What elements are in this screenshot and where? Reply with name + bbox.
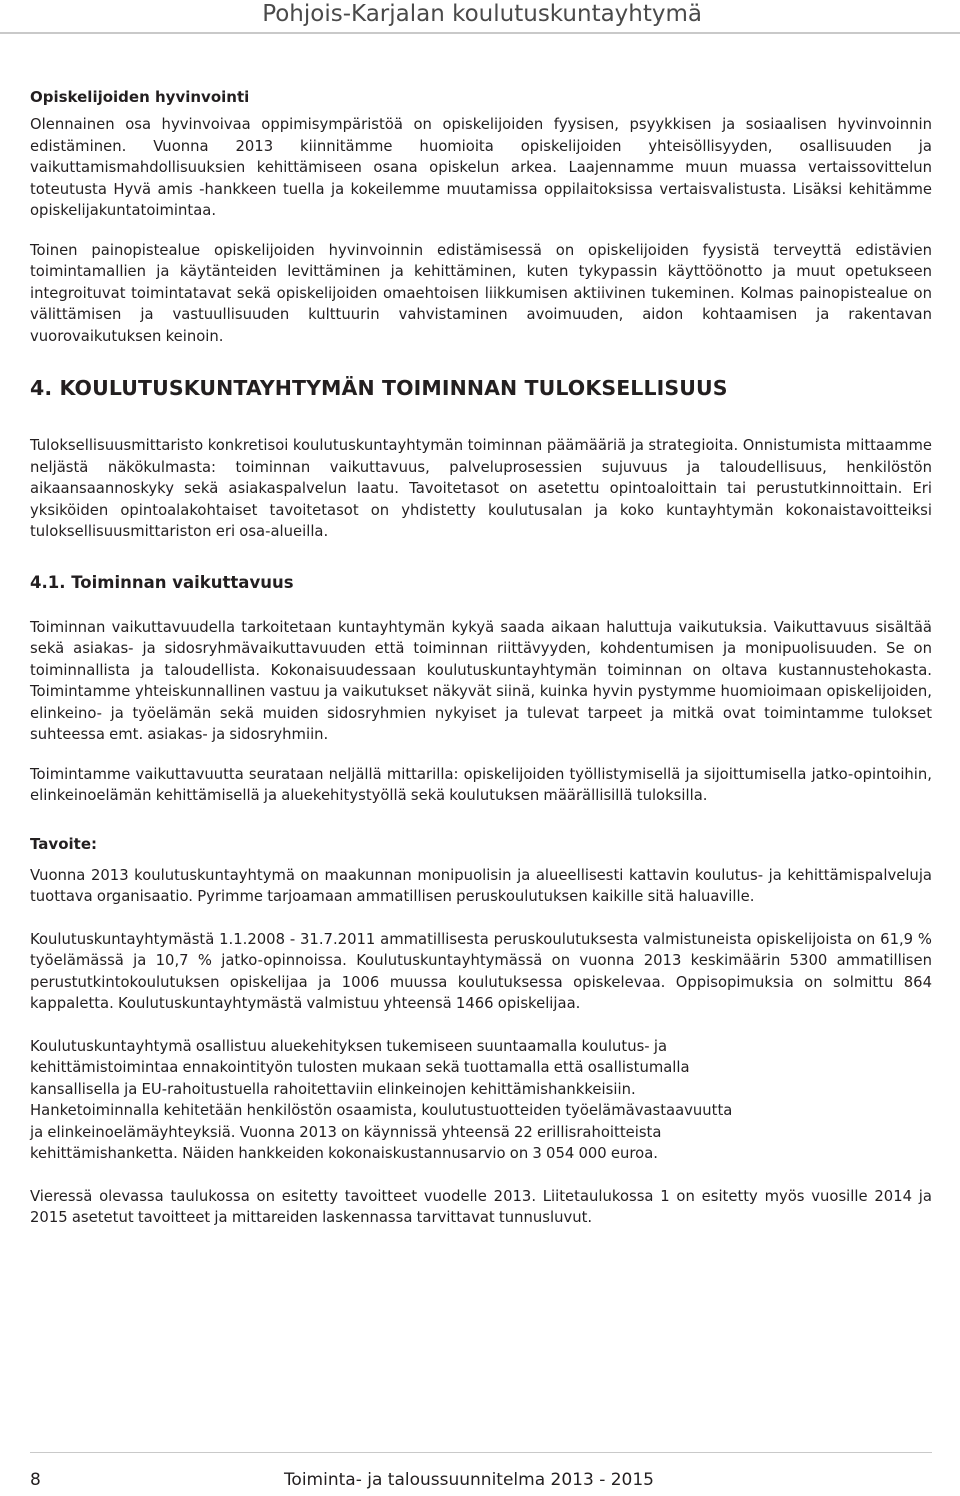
tavoite-p3-line-5: ja elinkeinoelämäyhteyksiä. Vuonna 2013 on käynnissä yhteensä 22 erillisrahoitteista [30,1123,662,1141]
tavoite-paragraph-4: Vieressä olevassa taulukossa on esitetty tavoitteet vuodelle 2013. Liitetaulukossa 1 on esitetty myös vuosille 2014 ja 2015 asetetut tavoitteet ja mittareiden laskennassa tarvittavat tunnusluvut. [30,1187,932,1226]
tavoite-p3-line-3: kansallisella ja EU-rahoitustuella rahoitettaviin elinkeinojen kehittämishankkeisiin. [30,1080,636,1098]
tavoite-paragraph-3 [30,1036,932,1165]
section-4-1-heading: 4.1. Toiminnan vaikuttavuus [30,572,294,592]
tavoite-p3-line-2: kehittämistoimintaa ennakointityön tulosten mukaan sekä tuottamalla että osallistumalla [30,1059,690,1076]
wellbeing-heading: Opiskelijoiden hyvinvointi [30,88,250,106]
tavoite-p3-line-6: kehittämishanketta. Näiden hankkeiden kokonaiskustannusarvio on 3 054 000 euroa. [30,1145,658,1162]
section-4-1-paragraph-1: Toiminnan vaikuttavuudella tarkoitetaan kuntayhtymän kykyä saada aikaan haluttuja vaikutuksia. Vaikuttavuus sisältää sekä asiakas- ja sidosryhmävaikuttavuuden että toiminnan riittävyyden, kohdentumisen ja monipuolisuuden. Se on toiminnallista ja taloudellista. Kokonaisuudessaan koulutuskuntayhtymän toiminnan on oltava kustannustehokasta. Toimintamme yhteiskunnallinen vastuu ja vaikutukset näkyvät siinä, kuinka hyvin pystymme huomioimaan opiskelijoiden, elinkeino- ja työelämän sekä muiden sidosryhmien nykyiset ja tulevat tarpeet ja mitkä ovat toimintamme tulokset suhteessa emt. asiakas- ja sidosryhmiin. [30,618,932,743]
tavoite-p3-line-1: Koulutuskuntayhtymä osallistuu aluekehityksen tukemiseen suuntaamalla koulutus- ja [30,1037,668,1055]
tavoite-p3-line-4: Hanketoiminnalla kehitetään henkilöstön osaamista, koulutustuotteiden työelämävastaavuutta [30,1102,733,1119]
tavoite-paragraph-2: Koulutuskuntayhtymästä 1.1.2008 - 31.7.2011 ammatillisesta peruskoulutuksesta valmistuneista opiskelijoista on 61,9 % työelämässä ja 10,7 % jatko-opinnoissa. Koulutuskuntayhtymässä on vuonna 2013 keskimäärin 5300 ammatillisen perustutkintokoulutuksen opiskelijaa ja 1006 muussa koulutuksessa opiskelevaa. Oppisopimuksia on solmittu 864 kappaletta. Koulutuskuntayhtymästä valmistuu yhteensä 1466 opiskelijaa. [30,930,932,1012]
wellbeing-paragraph-2: Toinen painopistealue opiskelijoiden hyvinvoinnin edistämisessä on opiskelijoiden fyysistä terveyttä edistävien toimintamallien ja käytänteiden levittäminen ja kehittäminen, kuten tykypassin käyttöönotto ja muut opetukseen integroituvat toimintatavat sekä opiskelijoiden omaehtoisen liikkumisen aktiivinen tukeminen. Kolmas painopistealue on välittämisen ja vastuullisuuden kulttuurin vahvistaminen avoimuuden, aidon kohtaamisen ja rakentavan vuorovaikutuksen keinoin. [30,241,932,345]
tavoite-label: Tavoite: [30,834,97,853]
section-4-1-paragraph-2: Toimintamme vaikuttavuutta seurataan neljällä mittarilla: opiskelijoiden työllistymisellä ja sijoittumisella jatko-opintoihin, elinkeinoelämän kehittämisellä ja aluekehitystyöllä sekä koulutuksen määrällisillä tuloksilla. [30,765,932,804]
page-header [0,0,960,34]
tavoite-paragraph-1: Vuonna 2013 koulutuskuntayhtymä on maakunnan monipuolisin ja alueellisesti kattavin koulutus- ja kehittämispalveluja tuottava organisaatio. Pyrimme tarjoamaan ammatillisen peruskoulutuksen kaikille sitä haluaville. [30,866,932,905]
section-4-paragraph: Tuloksellisuusmittaristo konkretisoi koulutuskuntayhtymän toiminnan päämääriä ja strategioita. Onnistumista mittaamme neljästä näkökulmasta: toiminnan vaikuttavuus, palveluprosessien sujuvuus ja taloudellisuus, henkilöstön aikaansaannoskyky sekä asiakaspalvelun laatu. Tavoitetasot on asetettu opintoaloittain tai perustutkinnoittain. Eri yksiköiden opintoalakohtaiset tavoitetasot on yhdistetty koulutusalan ja koko kuntayhtymän kokonaistavoitteiksi tuloksellisuusmittariston eri osa-alueilla. [30,437,932,540]
section-4-heading: 4. KOULUTUSKUNTAYHTYMÄN TOIMINNAN TULOKSELLISUUS [30,376,728,400]
page-number: 8 [30,1470,41,1490]
page-content [30,86,932,1229]
wellbeing-paragraph-1: Olennainen osa hyvinvoivaa oppimisympäristöä on opiskelijoiden fyysisen, psyykkisen ja sosiaalisen hyvinvoinnin edistäminen. Vuonna 2013 kiinnitämme huomioita opiskelijoiden yhteisöllisyyden, osallisuuden ja vaikuttamismahdollisuuksien kehittämiseen osana opiskelun arkea. Laajennamme muun muassa vertaissovittelun toteutusta Hyvä amis -hankkeen tuella ja kokeilemme muutamissa oppilaitoksissa vertaisvalistusta. Lisäksi kehitämme opiskelijakuntatoimintaa. [30,116,932,219]
header-title: Pohjois-Karjalan koulutuskuntayhtymä [262,1,702,27]
footer-title: Toiminta- ja taloussuunnitelma 2013 - 2015 [283,1470,654,1490]
footer-divider [30,1452,932,1453]
